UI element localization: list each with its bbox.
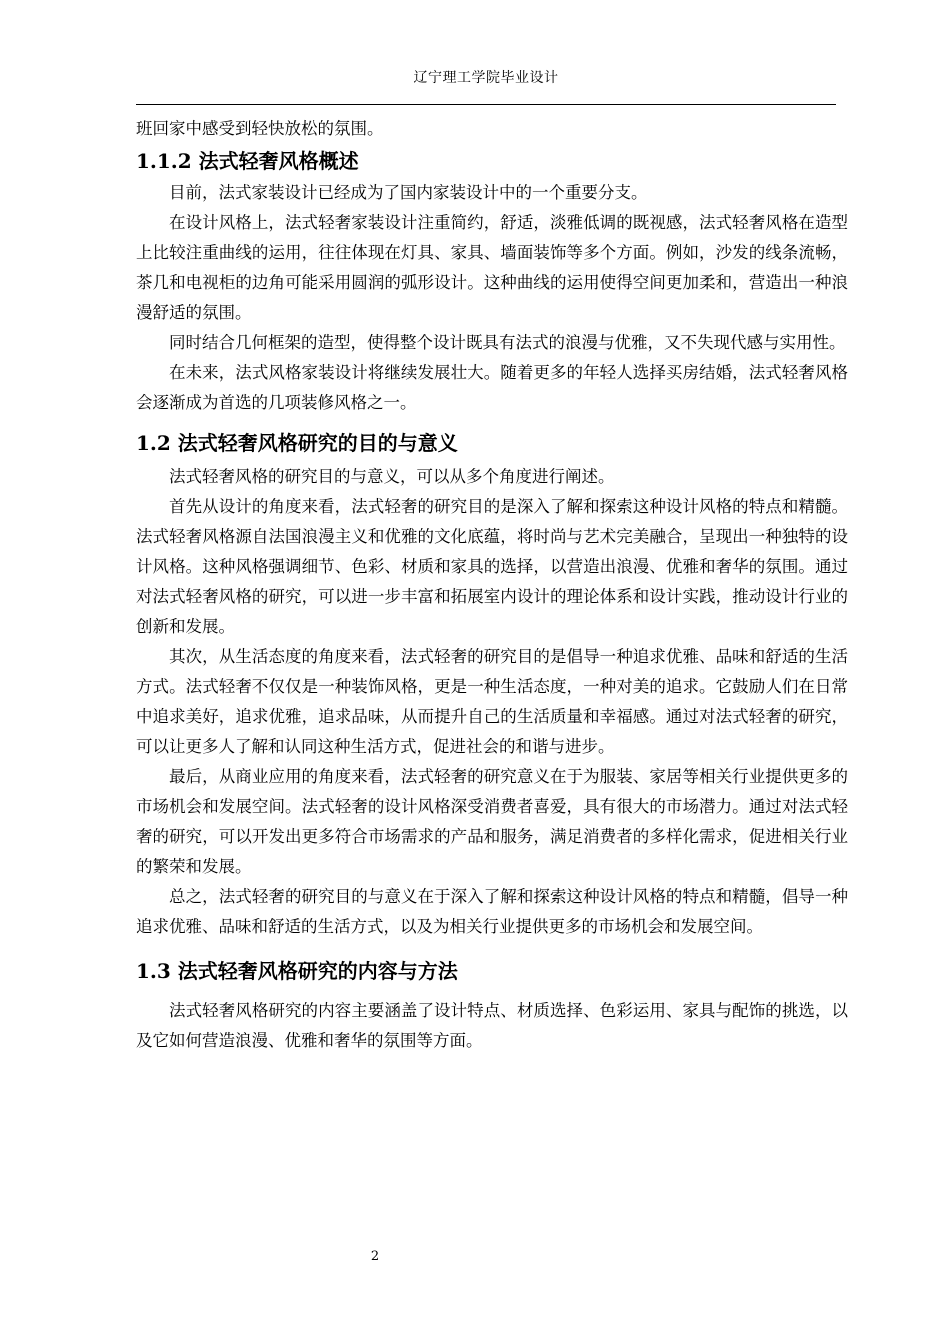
paragraph: 总之，法式轻奢的研究目的与意义在于深入了解和探索这种设计风格的特点和精髓，倡导一种追求优雅、品味和舒适的生活方式，以及为相关行业提供更多的市场机会和发展空间。 — [136, 887, 848, 936]
document-body — [136, 114, 848, 1056]
section-heading-1-3: 1.3 法式轻奢风格研究的内容与方法 — [136, 959, 458, 983]
section-heading-1-2: 1.2 法式轻奢风格研究的目的与意义 — [136, 431, 458, 455]
paragraph: 首先从设计的角度来看，法式轻奢的研究目的是深入了解和探索这种设计风格的特点和精髓。法式轻奢风格源自法国浪漫主义和优雅的文化底蕴，将时尚与艺术完美融合，呈现出一种独特的设计风格。这种风格强调细节、色彩、材质和家具的选择，以营造出浪漫、优雅和奢华的氛围。通过对法式轻奢风格的研究，可以进一步丰富和拓展室内设计的理论体系和设计实践，推动设计行业的创新和发展。 — [136, 497, 848, 636]
paragraph: 最后，从商业应用的角度来看，法式轻奢的研究意义在于为服装、家居等相关行业提供更多的市场机会和发展空间。法式轻奢的设计风格深受消费者喜爱，具有很大的市场潜力。通过对法式轻奢的研究，可以开发出更多符合市场需求的产品和服务，满足消费者的多样化需求，促进相关行业的繁荣和发展。 — [136, 767, 848, 876]
continuation-paragraph: 班回家中感受到轻快放松的氛围。 — [136, 119, 384, 138]
paragraph: 在设计风格上，法式轻奢家装设计注重简约，舒适，淡雅低调的既视感，法式轻奢风格在造型上比较注重曲线的运用，往往体现在灯具、家具、墙面装饰等多个方面。例如，沙发的线条流畅，茶几和电视柜的边角可能采用圆润的弧形设计。这种曲线的运用使得空间更加柔和，营造出一种浪漫舒适的氛围。 — [136, 213, 848, 322]
page-number: 2 — [370, 1249, 380, 1264]
paragraph: 法式轻奢风格的研究目的与意义，可以从多个角度进行阐述。 — [169, 467, 615, 486]
section-heading-1-1-2: 1.1.2 法式轻奢风格概述 — [136, 149, 359, 173]
header-divider — [136, 104, 836, 105]
paragraph: 法式轻奢风格研究的内容主要涵盖了设计特点、材质选择、色彩运用、家具与配饰的挑选，以及它如何营造浪漫、优雅和奢华的氛围等方面。 — [136, 1001, 848, 1050]
paragraph: 其次，从生活态度的角度来看，法式轻奢的研究目的是倡导一种追求优雅、品味和舒适的生活方式。法式轻奢不仅仅是一种装饰风格，更是一种生活态度，一种对美的追求。它鼓励人们在日常中追求美好，追求优雅，追求品味，从而提升自己的生活质量和幸福感。通过对法式轻奢的研究，可以让更多人了解和认同这种生活方式，促进社会的和谐与进步。 — [136, 647, 848, 756]
paragraph: 在未来，法式风格家装设计将继续发展壮大。随着更多的年轻人选择买房结婚，法式轻奢风格会逐渐成为首选的几项装修风格之一。 — [136, 363, 848, 412]
paragraph: 目前，法式家装设计已经成为了国内家装设计中的一个重要分支。 — [169, 183, 648, 202]
page-header-title: 辽宁理工学院毕业设计 — [413, 70, 559, 86]
paragraph: 同时结合几何框架的造型，使得整个设计既具有法式的浪漫与优雅，又不失现代感与实用性。 — [169, 333, 846, 352]
